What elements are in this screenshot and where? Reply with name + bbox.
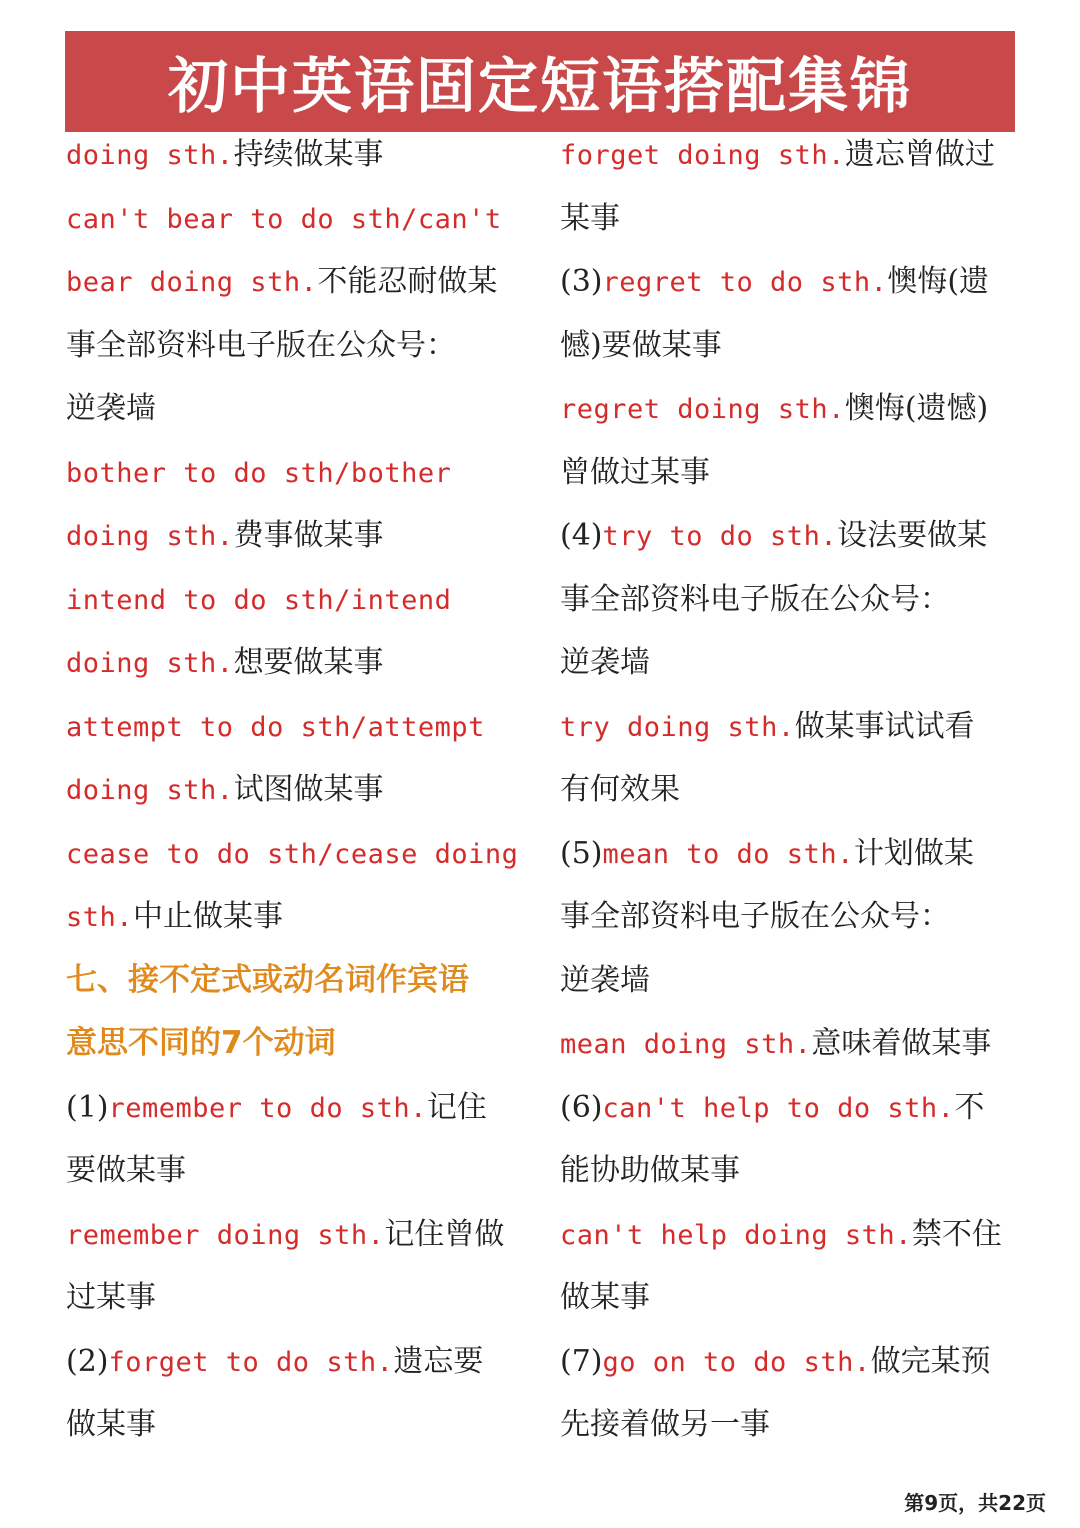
english-phrase: try doing sth.: [560, 711, 795, 743]
section-heading: 意思不同的7个动词: [66, 1025, 336, 1061]
chinese-text: (3): [560, 264, 603, 299]
text-line: [66, 568, 521, 632]
text-line: [560, 1012, 1020, 1076]
text-line: [66, 1266, 521, 1330]
chinese-text: 做某事试试看: [794, 708, 975, 744]
english-phrase: mean doing sth.: [560, 1029, 812, 1060]
english-phrase: doing sth.: [66, 648, 234, 679]
text-line: [66, 885, 521, 949]
chinese-text: 事全部资料电子版在公众号：: [560, 581, 950, 617]
chinese-text: 遗忘曾做过: [844, 137, 995, 172]
chinese-text: 懊悔(遗憾): [844, 391, 989, 426]
text-line: [560, 187, 1020, 251]
text-line: [66, 123, 521, 187]
chinese-text: 逆袭墙: [560, 645, 650, 680]
section-heading: 七、接不定式或动名词作宾语: [66, 961, 469, 998]
text-line: [66, 377, 521, 441]
chinese-text: 不: [954, 1089, 985, 1125]
chinese-text: (7): [560, 1343, 603, 1379]
text-line: [560, 1393, 1020, 1457]
english-phrase: bear doing sth.: [66, 267, 318, 298]
text-line: [66, 695, 521, 759]
text-line: [66, 1203, 521, 1267]
chinese-text: (5): [560, 835, 603, 871]
chinese-text: (1): [66, 1089, 109, 1125]
chinese-text: 懊悔(遗: [887, 264, 990, 299]
chinese-text: 费事做某事: [233, 518, 384, 553]
english-phrase: cease to do sth/cease doing: [66, 838, 519, 870]
text-line: [560, 1139, 1020, 1203]
chinese-text: 设法要做某: [837, 518, 988, 553]
page-number: 第9页，共22页: [904, 1491, 1046, 1515]
english-phrase: regret to do sth.: [602, 267, 888, 298]
text-line: [560, 314, 1020, 378]
english-phrase: mean to do sth.: [602, 838, 854, 870]
text-line: [560, 568, 1020, 632]
chinese-text: 逆袭墙: [66, 391, 156, 426]
chinese-text: 能协助做某事: [560, 1153, 740, 1188]
right-column: [560, 123, 1020, 1457]
text-line: [66, 1012, 521, 1076]
chinese-text: 计划做某: [853, 835, 974, 871]
english-phrase: go on to do sth.: [602, 1346, 871, 1378]
text-line: [66, 1393, 521, 1457]
chinese-text: 先接着做另一事: [560, 1407, 770, 1442]
text-line: [560, 695, 1020, 759]
english-phrase: can't help doing sth.: [560, 1219, 912, 1251]
english-phrase: regret doing sth.: [560, 394, 845, 425]
chinese-text: 曾做过某事: [560, 454, 710, 490]
chinese-text: 意味着做某事: [811, 1026, 992, 1061]
english-phrase: remember to do sth.: [108, 1092, 427, 1124]
english-phrase: forget to do sth.: [108, 1346, 394, 1378]
chinese-text: 中止做某事: [133, 899, 284, 934]
text-line: [66, 758, 521, 822]
text-line: [66, 314, 521, 378]
text-line: [66, 504, 521, 568]
text-line: [560, 1203, 1020, 1267]
text-line: [66, 822, 521, 886]
chinese-text: 憾)要做某事: [560, 327, 722, 363]
english-phrase: try to do sth.: [602, 521, 838, 552]
chinese-text: 做某事: [560, 1280, 650, 1315]
text-line: [66, 631, 521, 695]
chinese-text: 某事: [560, 200, 620, 236]
text-line: [560, 504, 1020, 568]
english-phrase: doing sth.: [66, 140, 234, 171]
english-phrase: can't bear to do sth/can't: [66, 203, 502, 235]
chinese-text: 逆袭墙: [560, 962, 650, 998]
english-phrase: sth.: [66, 902, 134, 933]
english-phrase: can't help to do sth.: [602, 1092, 955, 1124]
chinese-text: 记住曾做: [384, 1216, 505, 1252]
chinese-text: (6): [560, 1089, 603, 1125]
text-line: [560, 1266, 1020, 1330]
english-phrase: attempt to do sth/attempt: [66, 711, 485, 743]
text-line: [66, 1330, 521, 1394]
chinese-text: 做某事: [66, 1407, 156, 1442]
chinese-text: 持续做某事: [233, 137, 384, 172]
chinese-text: 事全部资料电子版在公众号：: [66, 327, 456, 363]
left-column: [66, 123, 521, 1457]
english-phrase: remember doing sth.: [66, 1219, 385, 1251]
text-line: [560, 441, 1020, 505]
text-line: [560, 885, 1020, 949]
chinese-text: 记住: [426, 1089, 487, 1125]
text-line: [560, 949, 1020, 1013]
english-phrase: doing sth.: [66, 775, 234, 806]
title-banner: [65, 31, 1015, 132]
chinese-text: 不能忍耐做某: [317, 264, 498, 299]
text-line: [66, 949, 521, 1013]
english-phrase: doing sth.: [66, 521, 234, 552]
text-line: [66, 441, 521, 505]
chinese-text: (2): [66, 1343, 109, 1379]
text-line: [560, 631, 1020, 695]
chinese-text: 做完某预: [870, 1343, 991, 1379]
chinese-text: 有何效果: [560, 772, 680, 807]
chinese-text: 要做某事: [66, 1153, 186, 1188]
page-title: 初中英语固定短语搭配集锦: [168, 51, 912, 122]
english-phrase: intend to do sth/intend: [66, 584, 452, 616]
chinese-text: 遗忘要: [393, 1343, 484, 1379]
text-line: [560, 250, 1020, 314]
text-line: [560, 822, 1020, 886]
text-line: [560, 1330, 1020, 1394]
english-phrase: forget doing sth.: [560, 140, 845, 171]
text-line: [66, 250, 521, 314]
text-line: [560, 758, 1020, 822]
chinese-text: 想要做某事: [233, 645, 384, 680]
text-line: [560, 1076, 1020, 1140]
text-line: [66, 1076, 521, 1140]
text-line: [560, 123, 1020, 187]
chinese-text: 禁不住: [911, 1216, 1002, 1252]
english-phrase: bother to do sth/bother: [66, 457, 452, 489]
text-line: [560, 377, 1020, 441]
chinese-text: 试图做某事: [233, 772, 384, 807]
text-line: [66, 1139, 521, 1203]
text-line: [66, 187, 521, 251]
chinese-text: 过某事: [66, 1280, 156, 1315]
chinese-text: (4): [560, 518, 603, 553]
chinese-text: 事全部资料电子版在公众号：: [560, 899, 950, 934]
